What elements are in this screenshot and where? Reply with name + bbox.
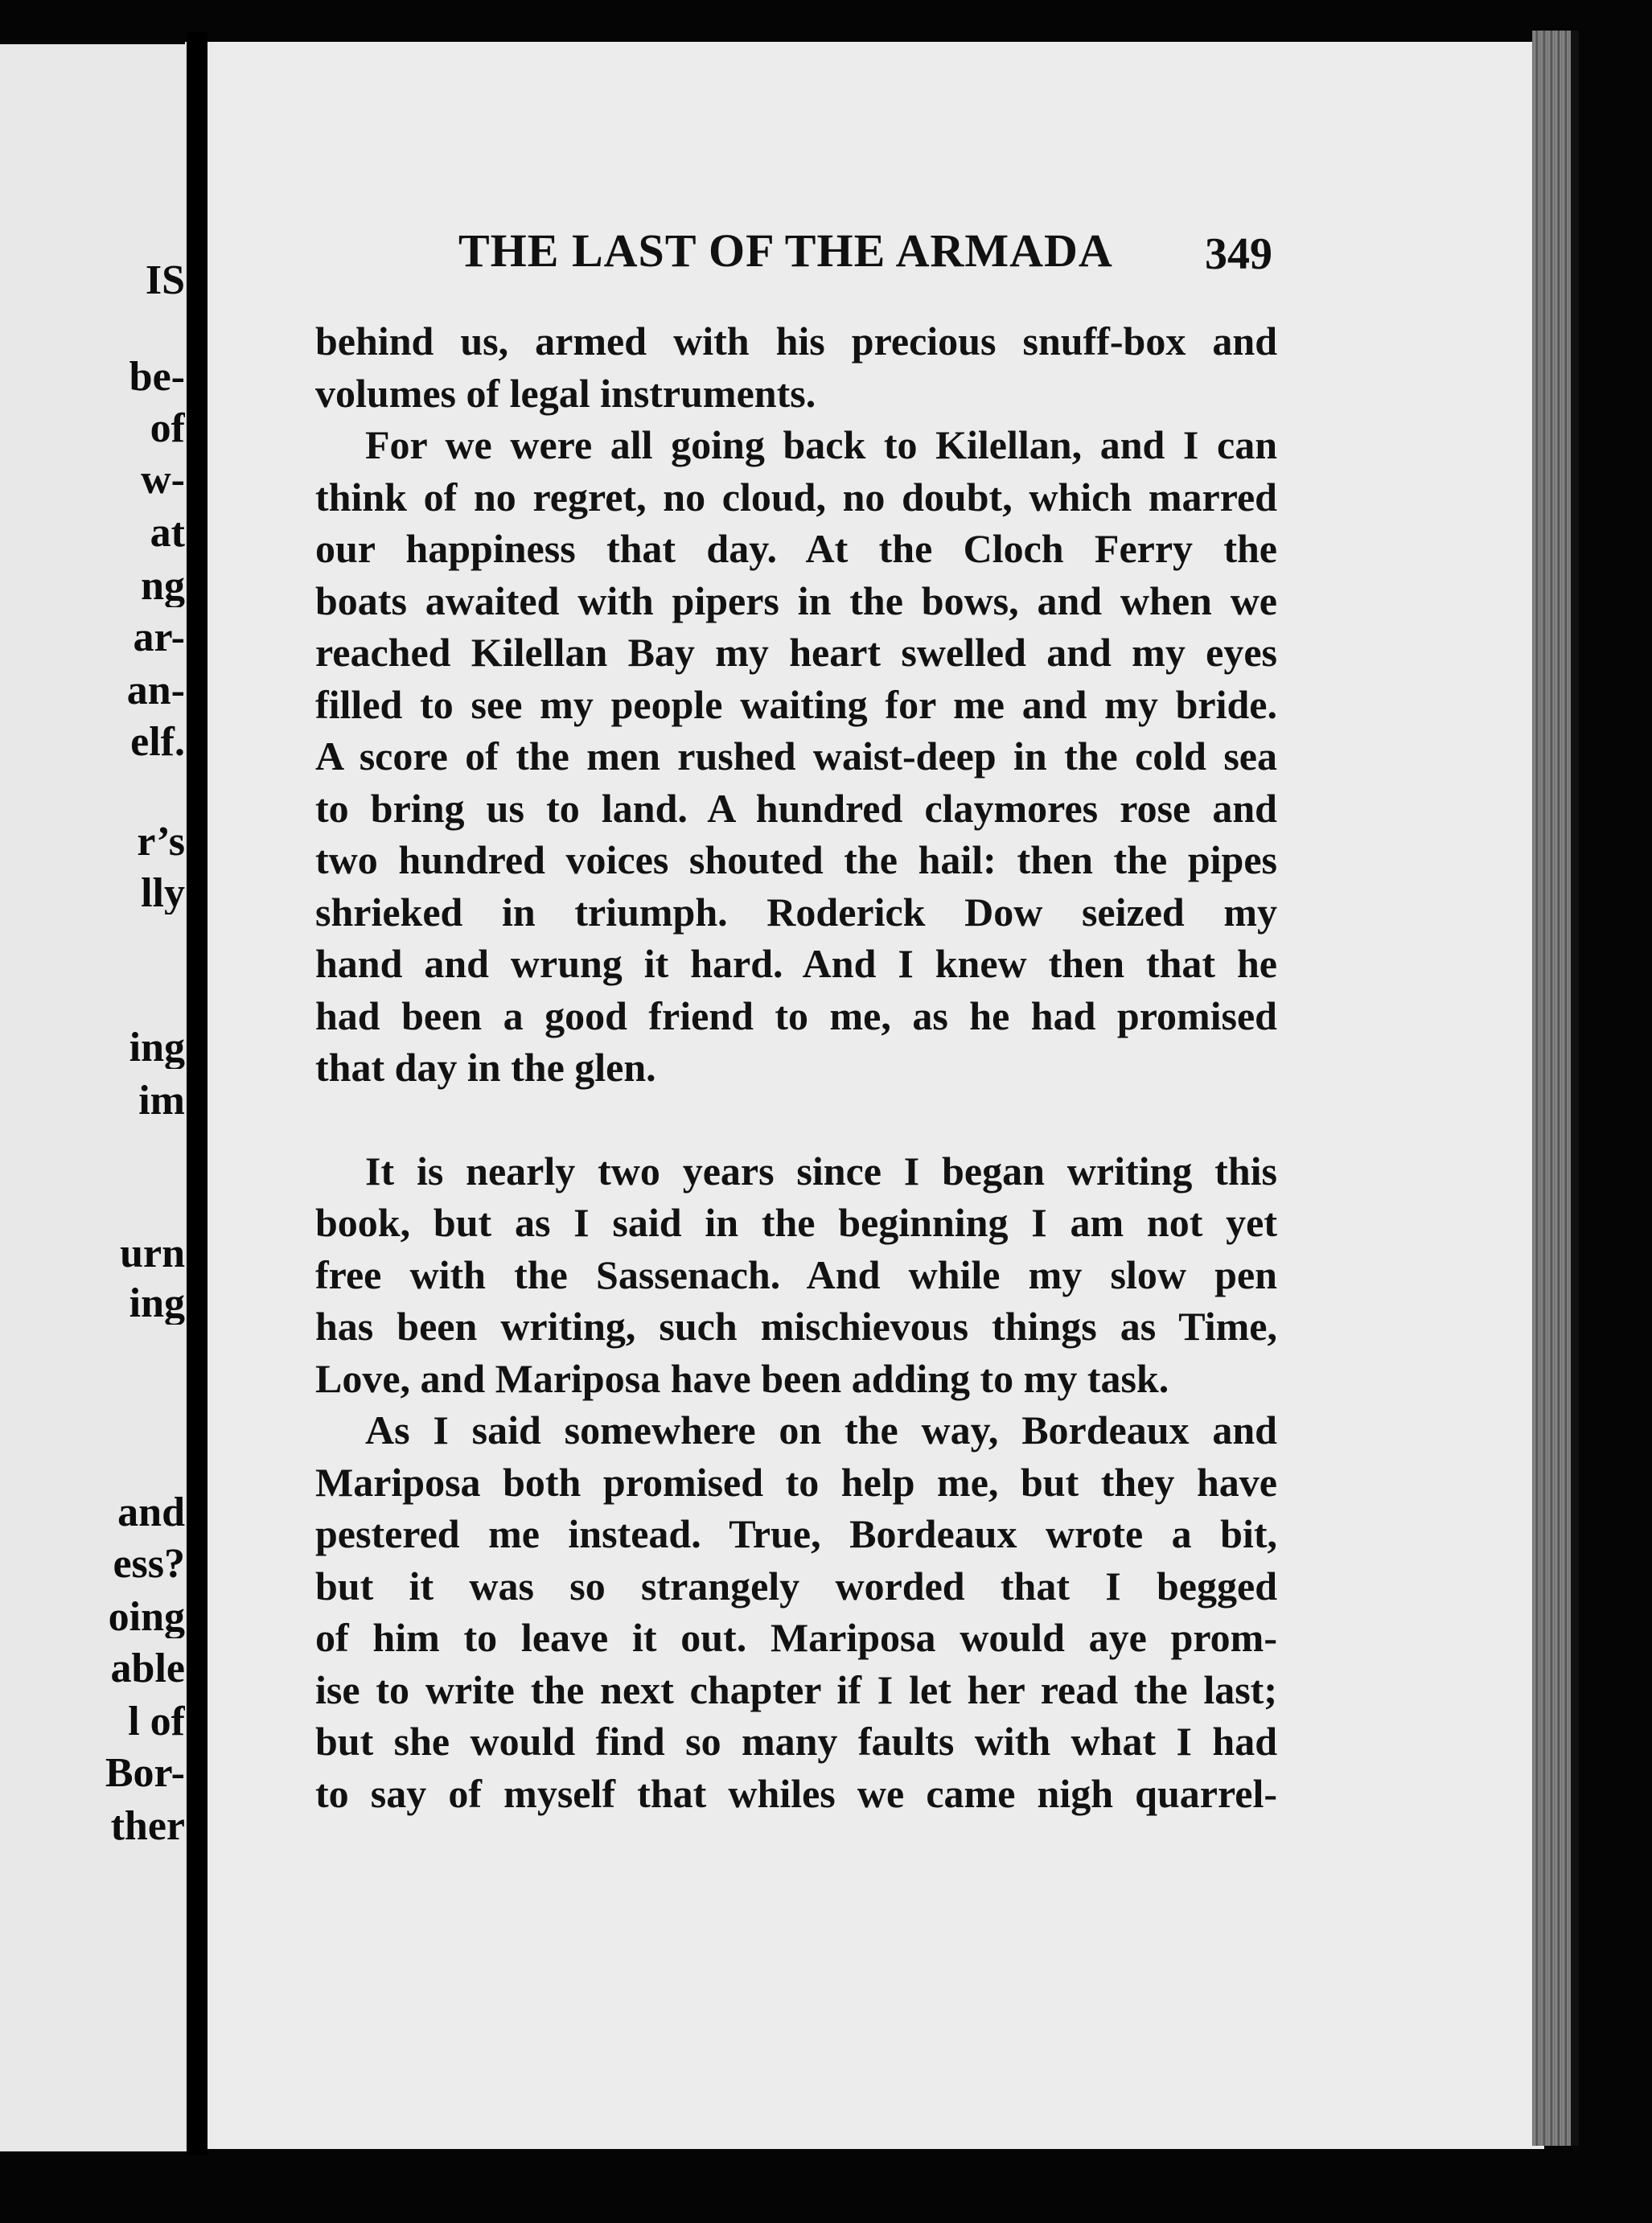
text-line: free with the Sassenach. And while my slow pen: [315, 1251, 1277, 1297]
text-line: boats awaited with pipers in the bows, and when we: [315, 577, 1277, 623]
text-line: of him to leave it out. Mariposa would aye prom-: [315, 1615, 1277, 1660]
text-line: hand and wrung it hard. And I knew then that he: [315, 941, 1277, 986]
facing-page-fragment: and: [117, 1492, 185, 1534]
facing-page-fragment: at: [150, 512, 185, 554]
text-line: shrieked in triumph. Roderick Dow seized my: [315, 889, 1277, 935]
facing-page-fragment: l of: [128, 1701, 185, 1743]
paragraph: [315, 1145, 1277, 1405]
facing-page-fragment: Bor-: [105, 1753, 185, 1794]
text-line: It is nearly two years since I began writing this: [365, 1148, 1277, 1194]
facing-page-fragment: ing: [129, 1027, 185, 1069]
text-line: had been a good friend to me, as he had promised: [315, 992, 1277, 1038]
text-line: As I said somewhere on the way, Bordeaux and: [365, 1407, 1277, 1453]
facing-page-fragment: im: [138, 1080, 185, 1122]
facing-page-fragment: be-: [129, 356, 185, 398]
facing-page-fragment: r’s: [137, 821, 185, 863]
text-line: Mariposa both promised to help me, but they have: [315, 1459, 1277, 1505]
text-line: volumes of legal instruments.: [315, 370, 816, 416]
text-line: reached Kilellan Bay my heart swelled and my eyes: [315, 630, 1277, 675]
facing-page-left: [0, 44, 187, 2151]
facing-page-fragment: an-: [126, 670, 185, 712]
text-line: ise to write the next chapter if I let her read the last;: [315, 1666, 1277, 1712]
facing-page-fragment: urn: [120, 1233, 185, 1275]
text-line: Love, and Mariposa have been adding to my task.: [315, 1355, 1169, 1401]
text-line: that day in the glen.: [315, 1045, 656, 1090]
facing-page-fragment: ar-: [133, 617, 185, 659]
facing-page-fragment: oing: [108, 1596, 185, 1638]
paragraph: [315, 315, 1277, 419]
running-title: THE LAST OF THE ARMADA: [458, 224, 1113, 277]
paragraph: [315, 419, 1277, 1094]
running-head: [458, 224, 1279, 280]
facing-page-fragment: IS: [145, 260, 185, 302]
page-edges: [1532, 31, 1572, 2146]
facing-page-fragment: elf.: [130, 721, 185, 763]
facing-page-text-fragments: [0, 44, 187, 2151]
paragraph: [315, 1404, 1277, 1819]
text-line: our happiness that day. At the Cloch Ferry the: [315, 526, 1277, 571]
facing-page-fragment: lly: [141, 873, 185, 914]
text-line: pestered me instead. True, Bordeaux wrote a bit,: [315, 1511, 1277, 1556]
facing-page-fragment: able: [110, 1648, 185, 1690]
facing-page-fragment: w-: [141, 459, 185, 501]
text-line: book, but as I said in the beginning I am not yet: [315, 1200, 1277, 1245]
book-gutter: [187, 32, 208, 2155]
text-line: think of no regret, no cloud, no doubt, which marred: [315, 474, 1277, 520]
section-break: [315, 1094, 1277, 1145]
facing-page-fragment: ng: [141, 565, 185, 607]
text-line: For we were all going back to Kilellan, and I can: [365, 422, 1277, 467]
text-line: to bring us to land. A hundred claymores rose and: [315, 785, 1277, 831]
body-text: [315, 315, 1277, 1819]
facing-page-fragment: of: [150, 408, 185, 450]
facing-page-fragment: ing: [129, 1283, 185, 1325]
text-line: but it was so strangely worded that I begged: [315, 1563, 1277, 1609]
facing-page-fragment: ther: [110, 1806, 185, 1847]
text-line: behind us, armed with his precious snuff-box and: [315, 318, 1277, 364]
text-line: to say of myself that whiles we came nigh quarrel-: [315, 1770, 1277, 1816]
text-line: A score of the men rushed waist-deep in the cold sea: [315, 733, 1277, 779]
text-line: two hundred voices shouted the hail: then the pipes: [315, 837, 1277, 882]
text-line: has been writing, such mischievous things as Time,: [315, 1304, 1277, 1349]
text-line: but she would find so many faults with what I had: [315, 1719, 1277, 1764]
text-line: filled to see my people waiting for me and my bride.: [315, 681, 1277, 727]
facing-page-fragment: ess?: [113, 1543, 185, 1585]
page-number: 349: [1205, 229, 1272, 279]
